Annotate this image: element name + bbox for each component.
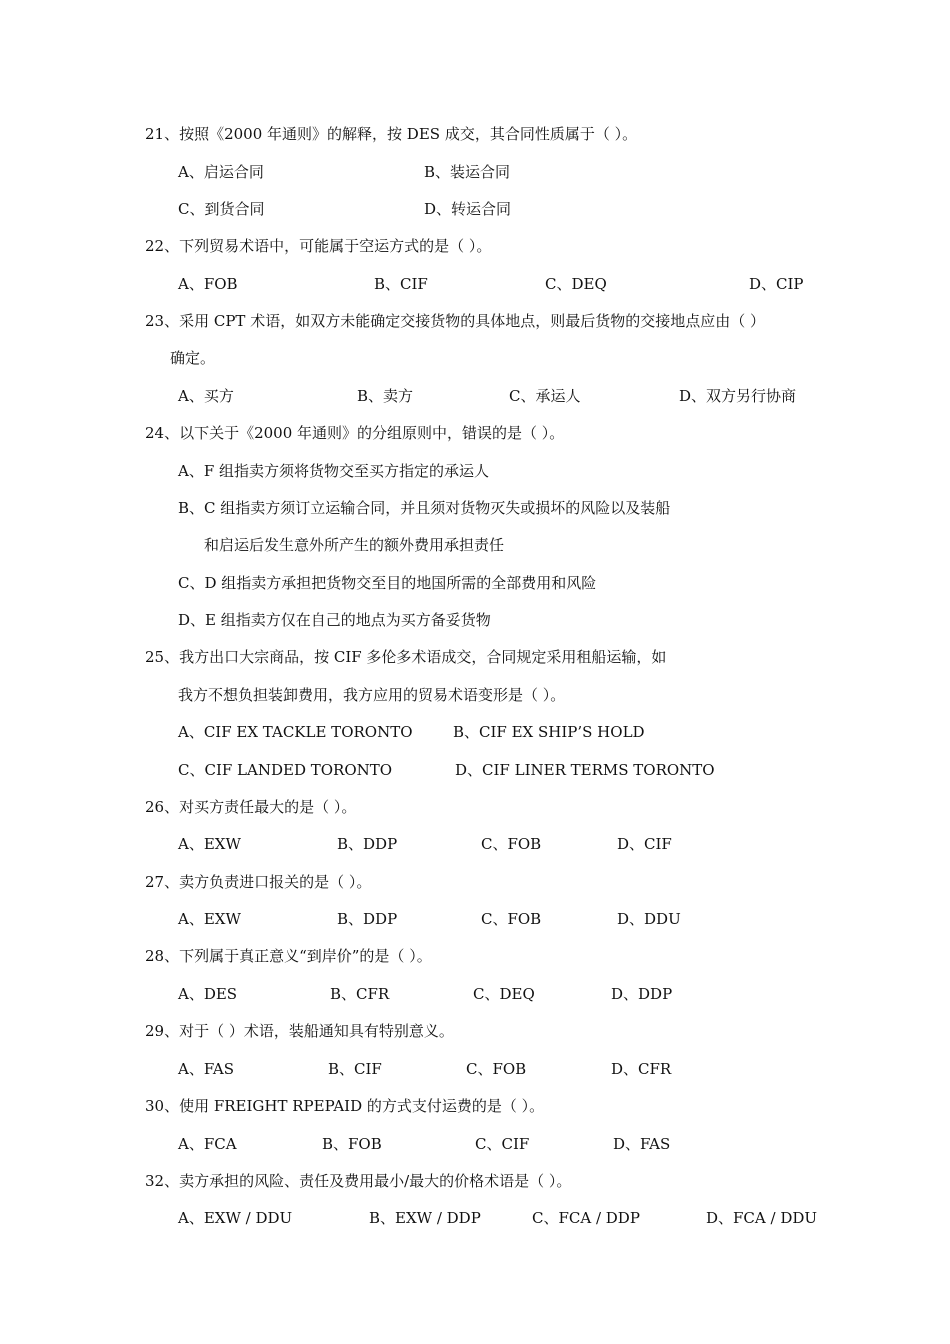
q24-option-c: C、D 组指卖方承担把货物交至目的地国所需的全部费用和风险 xyxy=(178,574,597,592)
q26-option-c: C、FOB xyxy=(481,835,542,853)
q22-option-b: B、CIF xyxy=(374,275,428,293)
q22-option-c: C、DEQ xyxy=(545,275,607,293)
question-30-stem: 30、使用 FREIGHT RPEPAID 的方式支付运费的是（ ）。 xyxy=(145,1097,545,1115)
question-28-stem: 28、下列属于真正意义“到岸价”的是（ ）。 xyxy=(145,947,432,965)
q27-option-b: B、DDP xyxy=(337,910,398,928)
q21-option-c: C、到货合同 xyxy=(178,200,265,218)
q25-option-d: D、CIF LINER TERMS TORONTO xyxy=(455,761,715,779)
question-24-stem: 24、以下关于《2000 年通则》的分组原则中，错误的是（ ）。 xyxy=(145,424,565,442)
q32-option-a: A、EXW / DDU xyxy=(178,1209,293,1227)
q22-option-a: A、FOB xyxy=(178,275,238,293)
q23-option-a: A、买方 xyxy=(178,387,234,405)
q30-option-a: A、FCA xyxy=(178,1135,237,1153)
question-25-stem-cont: 我方不想负担装卸费用，我方应用的贸易术语变形是（ ）。 xyxy=(178,686,566,704)
q26-option-a: A、EXW xyxy=(178,835,241,853)
q24-option-b-cont: 和启运后发生意外所产生的额外费用承担责任 xyxy=(204,536,505,554)
q23-option-d: D、双方另行协商 xyxy=(679,387,797,405)
q21-option-d: D、转运合同 xyxy=(424,200,512,218)
q32-option-d: D、FCA / DDU xyxy=(706,1209,818,1227)
q28-option-d: D、DDP xyxy=(611,985,673,1003)
q30-option-b: B、FOB xyxy=(322,1135,382,1153)
q29-option-a: A、FAS xyxy=(178,1060,235,1078)
q24-option-a: A、F 组指卖方须将货物交至买方指定的承运人 xyxy=(178,462,490,480)
question-32-stem: 32、卖方承担的风险、责任及费用最小/最大的价格术语是（ ）。 xyxy=(145,1172,572,1190)
q27-option-d: D、DDU xyxy=(617,910,681,928)
q27-option-a: A、EXW xyxy=(178,910,241,928)
q29-option-c: C、FOB xyxy=(466,1060,527,1078)
q29-option-d: D、CFR xyxy=(611,1060,672,1078)
q30-option-c: C、CIF xyxy=(475,1135,530,1153)
q21-option-b: B、装运合同 xyxy=(424,163,511,181)
question-27-stem: 27、卖方负责进口报关的是（ ）。 xyxy=(145,873,372,891)
question-25-stem: 25、我方出口大宗商品，按 CIF 多伦多术语成交，合同规定采用租船运输，如 xyxy=(145,648,667,666)
q25-option-b: B、CIF EX SHIP’S HOLD xyxy=(453,723,645,741)
q26-option-b: B、DDP xyxy=(337,835,398,853)
q21-option-a: A、启运合同 xyxy=(178,163,264,181)
question-26-stem: 26、对买方责任最大的是（ ）。 xyxy=(145,798,357,816)
q25-option-a: A、CIF EX TACKLE TORONTO xyxy=(178,723,413,741)
question-23-stem: 23、采用 CPT 术语，如双方未能确定交接货物的具体地点，则最后货物的交接地点应由（ ） xyxy=(145,312,765,330)
q25-option-c: C、CIF LANDED TORONTO xyxy=(178,761,393,779)
q28-option-b: B、CFR xyxy=(330,985,390,1003)
q22-option-d: D、CIP xyxy=(749,275,804,293)
q24-option-b: B、C 组指卖方须订立运输合同，并且须对货物灭失或损坏的风险以及装船 xyxy=(178,499,671,517)
q23-option-b: B、卖方 xyxy=(357,387,414,405)
q24-option-d: D、E 组指卖方仅在自己的地点为买方备妥货物 xyxy=(178,611,491,629)
question-21-stem: 21、按照《2000 年通则》的解释，按 DES 成交，其合同性质属于（ ）。 xyxy=(145,125,638,143)
q30-option-d: D、FAS xyxy=(613,1135,671,1153)
q27-option-c: C、FOB xyxy=(481,910,542,928)
q32-option-b: B、EXW / DDP xyxy=(369,1209,481,1227)
question-22-stem: 22、下列贸易术语中，可能属于空运方式的是（ ）。 xyxy=(145,237,492,255)
q26-option-d: D、CIF xyxy=(617,835,672,853)
q29-option-b: B、CIF xyxy=(328,1060,382,1078)
q28-option-c: C、DEQ xyxy=(473,985,535,1003)
question-29-stem: 29、对于（ ）术语，装船通知具有特别意义。 xyxy=(145,1022,454,1040)
question-23-stem-cont: 确定。 xyxy=(170,349,216,367)
q32-option-c: C、FCA / DDP xyxy=(532,1209,640,1227)
q28-option-a: A、DES xyxy=(178,985,238,1003)
q23-option-c: C、承运人 xyxy=(509,387,581,405)
